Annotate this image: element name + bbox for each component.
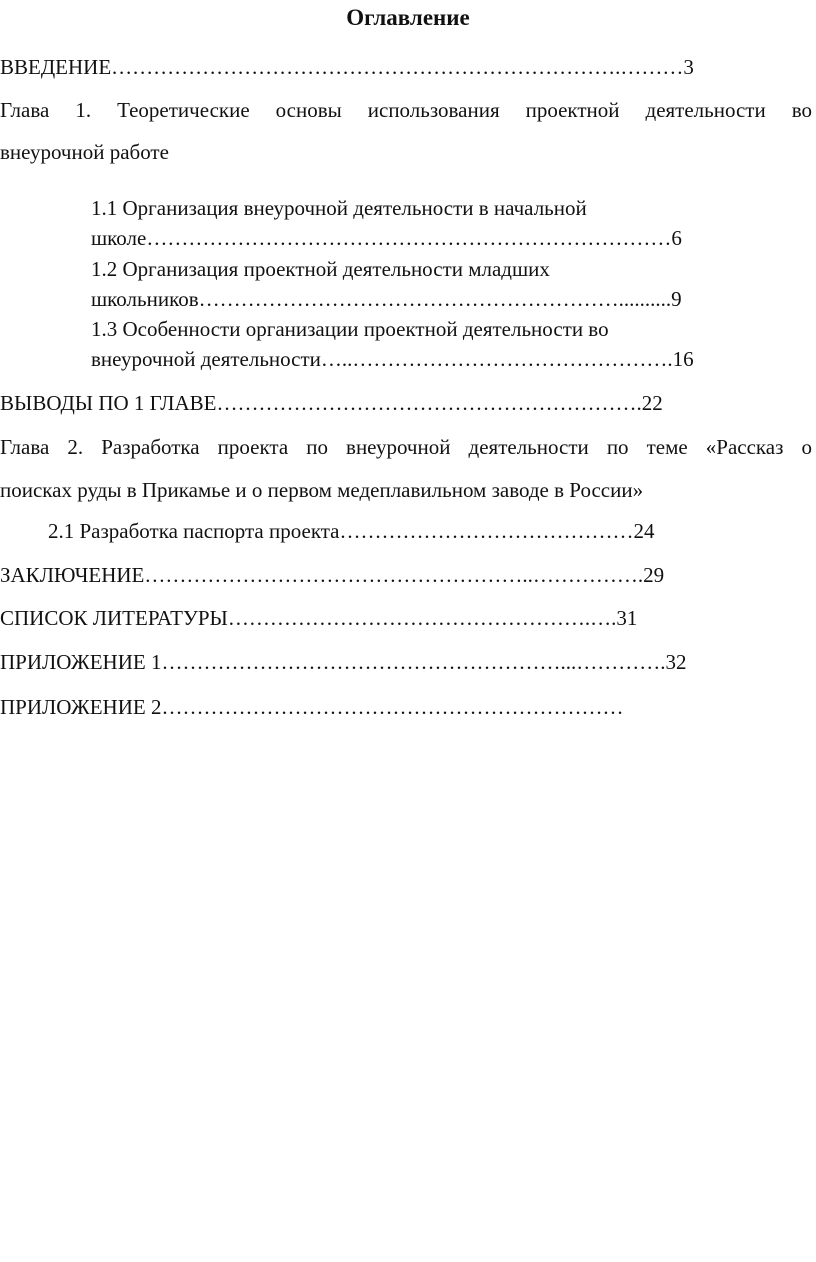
toc-entry-conclusion: ЗАКЛЮЧЕНИЕ………………………………………………..…………….29 xyxy=(0,563,665,587)
toc-entry-section-1-2-line2: школьников……………………………………………………..........9 xyxy=(91,287,682,311)
toc-entry-literature: СПИСОК ЛИТЕРАТУРЫ…………………………………………….….31 xyxy=(0,606,638,630)
toc-entry-intro: ВВЕДЕНИЕ……………………………………………………………….………3 xyxy=(0,55,694,79)
toc-entry-chapter2-line1: Глава 2. Разработка проекта по внеурочной деятельности по теме «Рассказ о xyxy=(0,435,812,459)
toc-entry-section-1-1-line1: 1.1 Организация внеурочной деятельности в начальной xyxy=(91,196,587,220)
toc-entry-section-1-3-line1: 1.3 Особенности организации проектной деятельности во xyxy=(91,317,609,341)
toc-entry-chapter1-line2: внеурочной работе xyxy=(0,140,169,164)
toc-entry-section-1-2-line1: 1.2 Организация проектной деятельности младших xyxy=(91,257,550,281)
toc-entry-section-1-3-line2: внеурочной деятельности…..……………………………………….16 xyxy=(91,347,694,371)
toc-entry-appendix-1: ПРИЛОЖЕНИЕ 1…………………………………………………...………….32 xyxy=(0,650,687,674)
page-title: Оглавление xyxy=(346,5,470,30)
toc-entry-chapter2-line2: поисках руды в Прикамье и о первом медеплавильном заводе в России» xyxy=(0,478,644,502)
toc-entry-section-1-1-line2: школе…………………………………………………………………6 xyxy=(91,226,682,250)
toc-entry-section-2-1: 2.1 Разработка паспорта проекта……………………………………24 xyxy=(48,519,655,543)
toc-entry-chapter1-line1: Глава 1. Теоретические основы использования проектной деятельности во xyxy=(0,98,812,122)
toc-entry-conclusions-chapter1: ВЫВОДЫ ПО 1 ГЛАВЕ…………………………………………………….22 xyxy=(0,391,663,415)
toc-entry-appendix-2: ПРИЛОЖЕНИЕ 2………………………………………………………… xyxy=(0,695,624,719)
